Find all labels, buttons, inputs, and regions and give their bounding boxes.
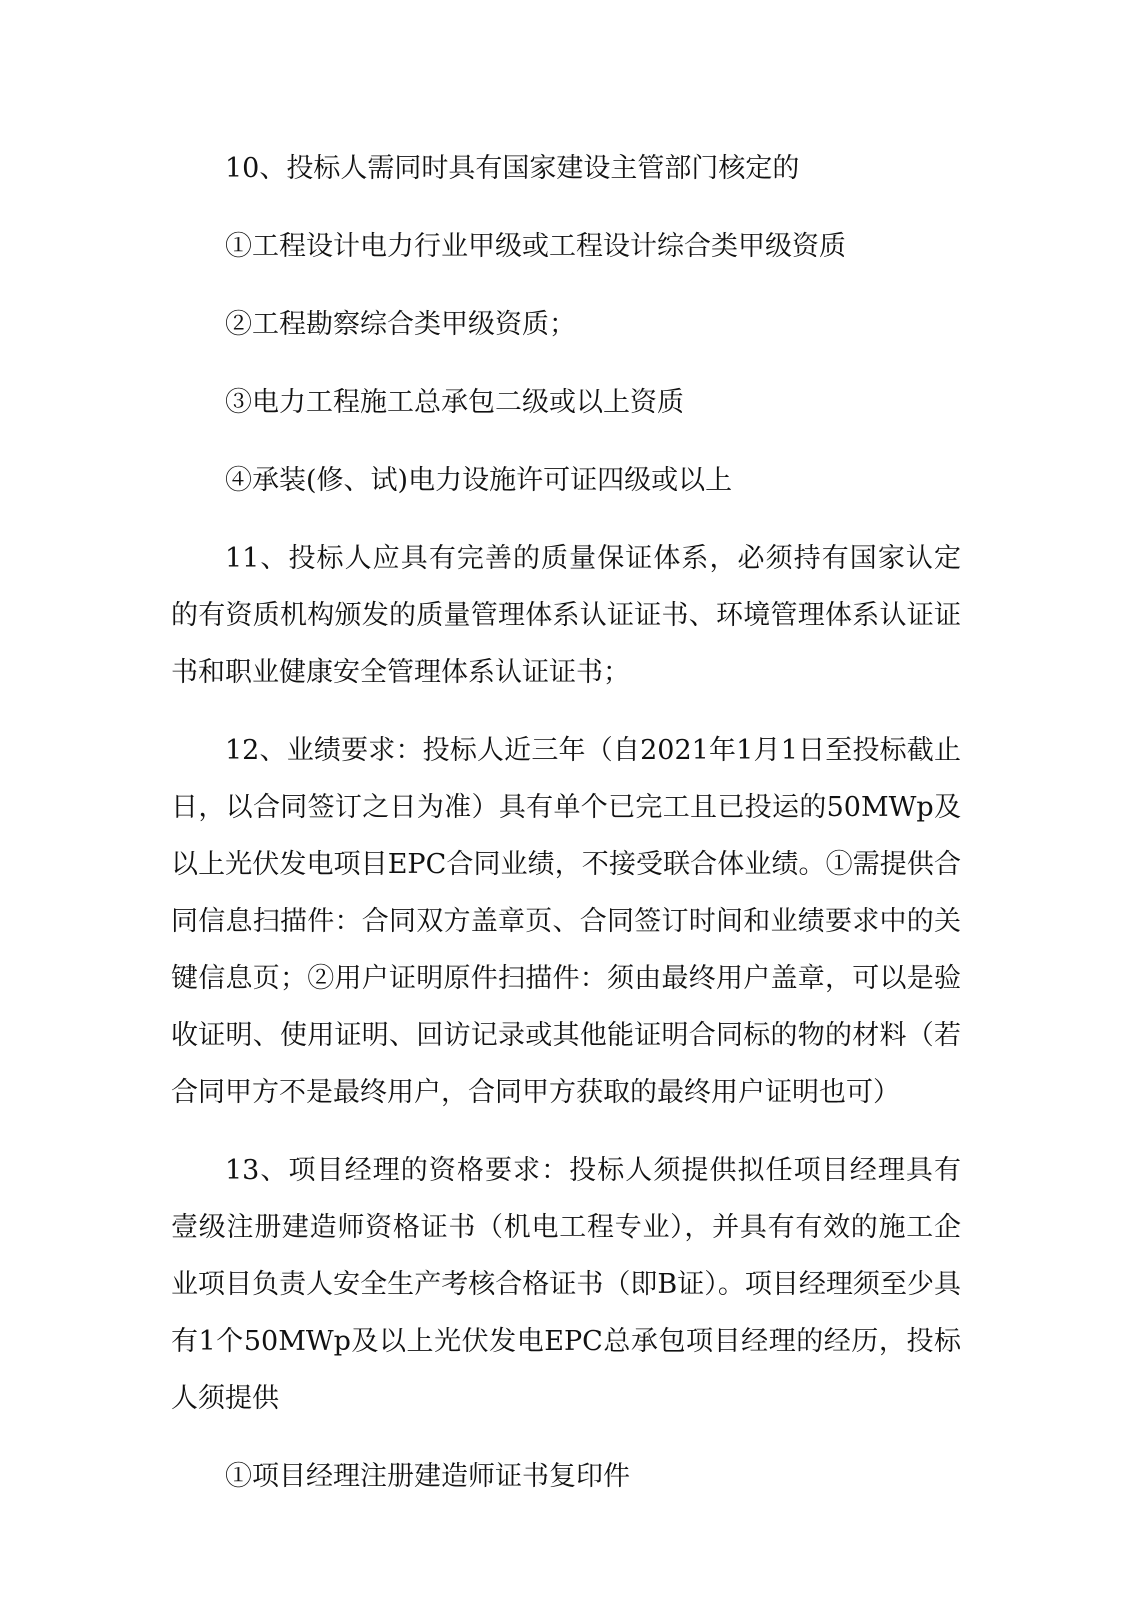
clause-11: 11、投标人应具有完善的质量保证体系，必须持有国家认定的有资质机构颁发的质量管理体系认证证书、环境管理体系认证证书和职业健康安全管理体系认证证书； [171,543,961,688]
clause-13: 13、项目经理的资格要求：投标人须提供拟任项目经理具有壹级注册建造师资格证书（机电工程专业），并具有有效的施工企业项目负责人安全生产考核合格证书（即B证）。项目经理须至少具有1个50MWp及以上光伏发电EPC总承包项目经理的经历，投标人须提供 [171,1155,961,1414]
clause-10-qualification-4: ④承装(修、试)电力设施许可证四级或以上 [225,465,733,496]
clause-10-qualification-2: ②工程勘察综合类甲级资质； [225,309,576,340]
clause-13-document-1: ①项目经理注册建造师证书复印件 [225,1461,630,1492]
clause-10: 10、投标人需同时具有国家建设主管部门核定的 [225,153,800,184]
clause-10-qualification-3: ③电力工程施工总承包二级或以上资质 [225,387,684,418]
document-body [171,140,961,1505]
clause-12: 12、业绩要求：投标人近三年（自2021年1月1日至投标截止日，以合同签订之日为准）具有单个已完工且已投运的50MWp及以上光伏发电项目EPC合同业绩，不接受联合体业绩。①需提供合同信息扫描件：合同双方盖章页、合同签订时间和业绩要求中的关键信息页；②用户证明原件扫描件：须由最终用户盖章，可以是验收证明、使用证明、回访记录或其他能证明合同标的物的材料（若合同甲方不是最终用户，合同甲方获取的最终用户证明也可） [171,735,961,1108]
clause-10-qualification-1: ①工程设计电力行业甲级或工程设计综合类甲级资质 [225,231,846,262]
